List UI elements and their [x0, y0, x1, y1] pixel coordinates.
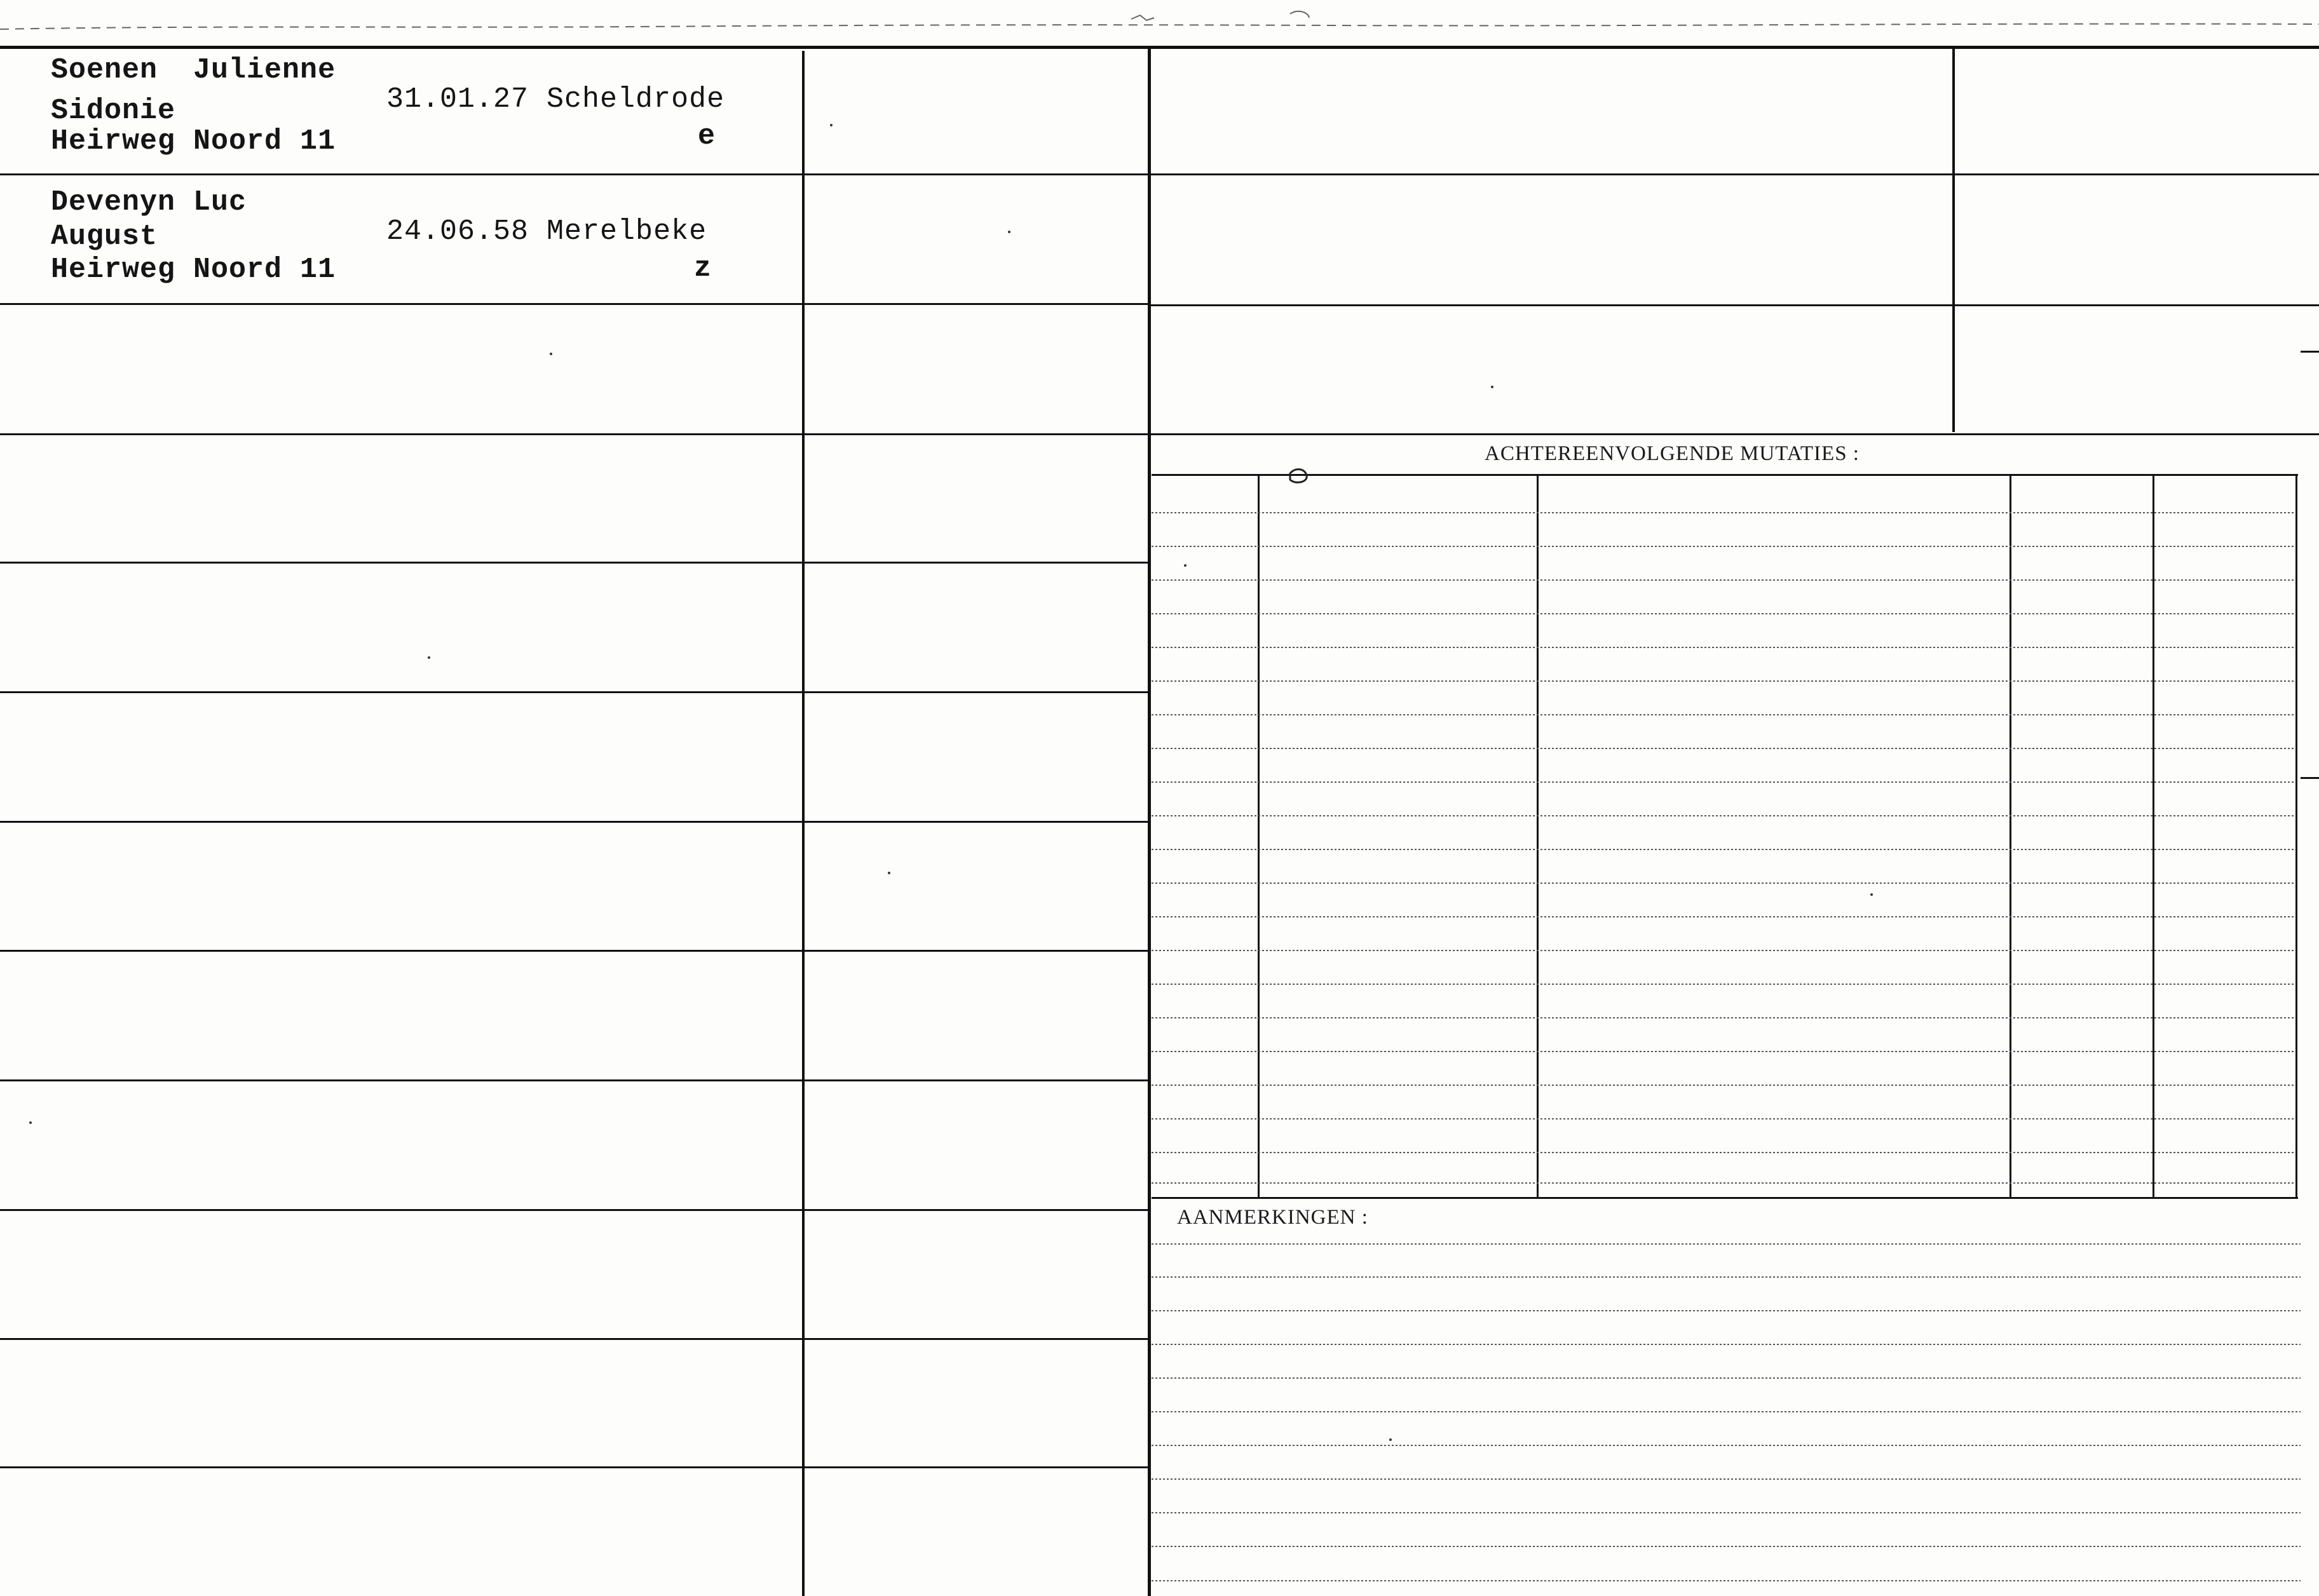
record-marker: z	[694, 252, 712, 285]
birth-date-place: 24.06.58 Merelbeke	[386, 215, 707, 248]
scan-speck	[428, 656, 430, 659]
person-name: Soenen Julienne	[51, 54, 336, 86]
scan-speck	[830, 124, 833, 126]
scan-speck	[1491, 386, 1493, 388]
mutations-title: ACHTEREENVOLGENDE MUTATIES :	[1485, 442, 1860, 465]
scan-speck	[1870, 893, 1873, 896]
person-name: Devenyn Luc	[51, 186, 247, 219]
edge-tick	[2301, 351, 2319, 353]
scan-speck	[888, 872, 890, 874]
scan-speck	[1008, 231, 1010, 233]
birth-date-place: 31.01.27 Scheldrode	[386, 83, 725, 116]
scan-speck	[29, 1121, 32, 1124]
scan-speck	[1184, 564, 1187, 567]
person-address: Heirweg Noord 11	[51, 254, 336, 286]
scan-speck	[1389, 1438, 1392, 1441]
scan-speck	[550, 353, 552, 355]
record-marker: e	[698, 120, 716, 152]
person-given-name: Sidonie	[51, 95, 176, 127]
edge-tick	[2301, 777, 2319, 779]
remarks-title: AANMERKINGEN :	[1177, 1206, 1368, 1229]
person-address: Heirweg Noord 11	[51, 125, 336, 158]
person-given-name: August	[51, 220, 158, 253]
